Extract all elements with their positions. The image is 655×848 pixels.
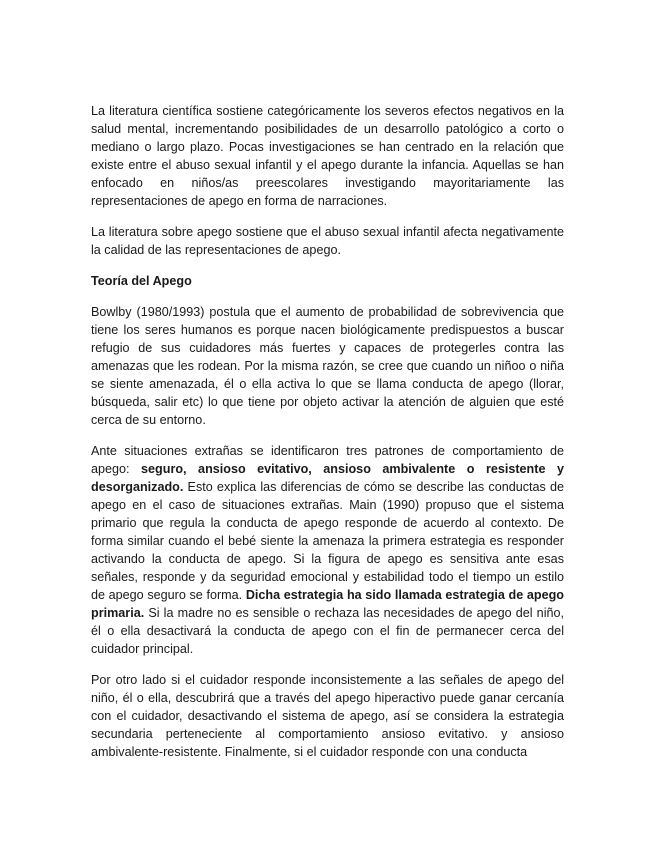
document-page (91, 102, 564, 774)
paragraph-bowlby: Bowlby (1980/1993) postula que el aumento de probabilidad de sobrevivencia que tiene los seres humanos es porque nacen biológicamente predispuestos a buscar refugio de sus cuidadores más fuertes y capaces de protegerles contra las amenazas que les rodean. Por la misma razón, se cree que cuando un niñoo o niña se siente amenazada, él o ella activa lo que se llama conducta de apego (llorar, búsqueda, salir etc) lo que tiene por objeto activar la atención de alguien que esté cerca de su entorno. (91, 305, 564, 427)
paragraph-caregiver: Por otro lado si el cuidador responde inconsistemente a las señales de apego del niño, él o ella, descubrirá que a través del apego hiperactivo puede ganar cercanía con el cuidador, desactivando el sistema de apego, así se considera la estrategia secundaria perteneciente al comportamiento ansioso evitativo. y ansioso ambivalente-resistente. Finalmente, si el cuidador responde con una conducta (91, 673, 564, 759)
paragraph-patterns-text-e: Si la madre no es sensible o rechaza las necesidades de apego del niño, él o ella desactivará la conducta de apego con el fin de permanecer cerca del cuidador principal. (91, 606, 564, 656)
paragraph-intro: La literatura científica sostiene categóricamente los severos efectos negativos en la salud mental, incrementando posibilidades de un desarrollo patológico a corto o mediano o largo plazo. Pocas investigaciones se han centrado en la relación que existe entre el abuso sexual infantil y el apego durante la infancia. Aquellas se han enfocado en niños/as preescolares investigando mayoritariamente las representaciones de apego en forma de narraciones. (91, 104, 564, 208)
paragraph-patterns-text-c: Esto explica las diferencias de cómo se describe las conductas de apego en el caso de situaciones extrañas. Main (1990) propuso que el sistema primario que regula la conducta de apego responde de acuerdo al contexto. De forma similar cuando el bebé siente la amenaza la primera estrategia es responder activando la conducta de apego. Si la figura de apego es sensitiva ante esas señales, responde y da seguridad emocional y estabilidad todo el tiempo un estilo de apego seguro se forma. (91, 480, 564, 602)
paragraph-attachment-literature: La literatura sobre apego sostiene que el abuso sexual infantil afecta negativamente la calidad de las representaciones de apego. (91, 225, 564, 257)
paragraph-patterns-bold-strategy: Dicha estrategia ha sido llamada estrategia de apego primaria. (91, 588, 564, 620)
paragraph-patterns-text-a: Ante situaciones extrañas se identificaron tres patrones de comportamiento de apego: (91, 444, 564, 476)
paragraph-patterns-bold-patterns: seguro, ansioso evitativo, ansioso ambivalente o resistente y desorganizado. (91, 462, 564, 494)
paragraph-patterns (91, 442, 564, 658)
section-heading: Teoría del Apego (91, 274, 192, 288)
